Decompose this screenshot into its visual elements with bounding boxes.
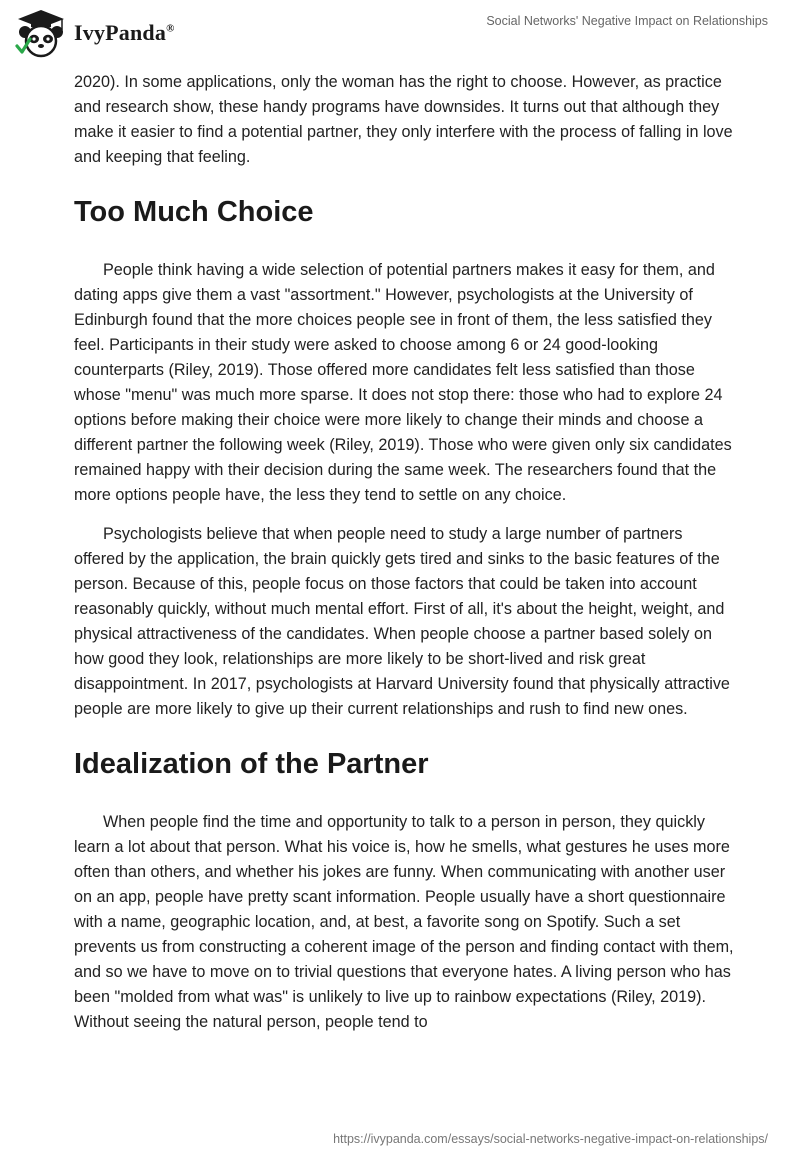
essay-content bbox=[74, 70, 734, 1049]
page-header bbox=[0, 0, 800, 70]
running-title: Social Networks' Negative Impact on Relationships bbox=[486, 14, 768, 28]
paragraph: Psychologists believe that when people need to study a large number of partners offered by the application, the brain quickly gets tired and sinks to the basic features of the person. Because of this, people focus on those factors that could be taken into account reasonably quickly, without much mental effort. First of all, it's about the height, weight, and physical attractiveness of the candidates. When people choose a partner based solely on how good they look, relationships are more likely to be short-lived and risk great disappointment. In 2017, psychologists at Harvard University found that physically attractive people are more likely to give up their current relationships and rush to find new ones. bbox=[74, 525, 730, 718]
logo-text: IvyPanda® bbox=[74, 20, 175, 45]
ivypanda-logo[interactable] bbox=[14, 8, 175, 58]
intro-paragraph: 2020). In some applications, only the woman has the right to choose. However, as practice and research show, these handy programs have downsides. It turns out that although they make it easier to find a potential partner, they only interfere with the process of falling in love and keeping that feeling. bbox=[74, 73, 733, 166]
paragraph: When people find the time and opportunity to talk to a person in person, they quickly learn a lot about that person. What his voice is, how he smells, what gestures he uses more often than others, and whether his jokes are funny. When communicating with another user on an app, people have pretty scant information. People usually have a short questionnaire with a name, geographic location, and, at best, a favorite song on Spotify. Such a set prevents us from constructing a coherent image of the person and finding contact with them, and so we have to move on to trivial questions that everyone hates. A living person who has been "molded from what was" is unlikely to live up to rainbow expectations (Riley, 2019). Without seeing the natural person, people tend to bbox=[74, 813, 734, 1031]
source-url[interactable]: https://ivypanda.com/essays/social-networks-negative-impact-on-relationships/ bbox=[333, 1132, 768, 1146]
section-heading-idealization: Idealization of the Partner bbox=[74, 748, 429, 780]
paragraph: People think having a wide selection of potential partners makes it easy for them, and dating apps give them a vast "assortment." However, psychologists at the University of Edinburgh found that the more choices people see in front of them, the less satisfied they feel. Participants in their study were asked to choose among 6 or 24 good-looking counterparts (Riley, 2019). Those offered more candidates felt less satisfied than those whose "menu" was much more sparse. It does not stop there: those who had to explore 24 options before making their choice were more likely to change their minds and choose a different partner the following week (Riley, 2019). Those who were given only six candidates remained happy with their decision during the same week. The researchers found that the more options people have, the less they tend to settle on any choice. bbox=[74, 261, 732, 504]
section-heading-too-much-choice: Too Much Choice bbox=[74, 196, 314, 228]
panda-graduate-icon bbox=[14, 8, 68, 58]
